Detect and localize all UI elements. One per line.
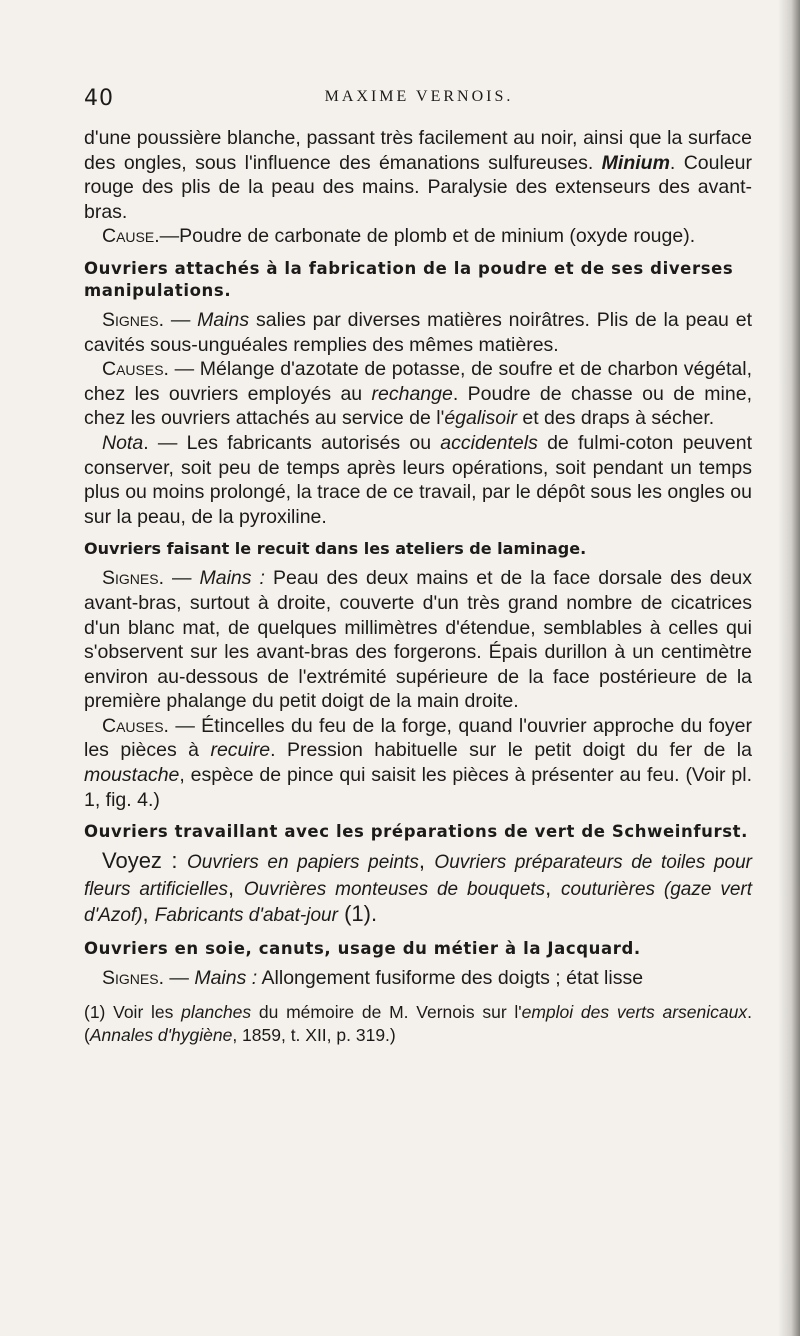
paragraph-cause <box>84 224 752 249</box>
causes2-text-2: . Pression habituelle sur le petit doigt du fer de la <box>270 739 752 762</box>
page-edge-shadow <box>778 0 800 1336</box>
mains-term-2: Mains : <box>199 567 265 590</box>
signes-label-3: Signes <box>102 967 159 990</box>
ref-papiers-peints: Ouvriers en papiers peints <box>186 852 419 874</box>
voyez-label: Voyez : <box>102 848 187 874</box>
cause-text: .—Poudre de carbonate de plomb et de minium (oxyde rouge). <box>154 225 696 248</box>
causes-text-2: . Poudre de chasse ou de mine, chez les ouvriers attachés au service de l' <box>84 382 752 430</box>
nota-text-2: de fulmi-coton peuvent conserver, soit peu de temps après leurs opérations, soit pendant un temps plus ou moins prolongé, la trace de ce travail, par le dépôt sous les ongles ou sur la peau, de la pyroxiline. <box>84 431 752 528</box>
page-number: 40 <box>84 86 114 111</box>
recuire-term: recuire <box>210 739 271 762</box>
section-heading-schweinfurst: Ouvriers travaillant avec les préparations de vert de Schweinfurst. <box>84 822 749 842</box>
causes-label-2: Causes <box>102 714 164 737</box>
page-header <box>84 86 754 116</box>
nota-text-1: . — Les fabricants autorisés ou <box>143 431 441 454</box>
signes-dash: . — <box>158 308 198 331</box>
paragraph-signes-soie <box>84 966 752 991</box>
signes-text-3: Allongement fusiforme des doigts ; état lisse <box>257 967 644 990</box>
signes-text-2: Peau des deux mains et de la face dorsale des deux avant-bras, surtout à droite, couverte d'un très grand nombre de cicatrices d'un blanc mat, de quelques millimètres d'étendue, semblables à celles qui s'observent sur les avant-bras des forgerons. Épais durillon à un centimètre environ au-dessous de l'extrémité supérieure de la face postérieure de la première phalange du petit doigt de la main droite. <box>84 567 752 713</box>
para1-minium-text: . Couleur rouge des plis de la peau des mains. Paralysie des extenseurs des avant-bras. <box>84 151 753 223</box>
section-heading-laminage: Ouvriers faisant le recuit dans les ateliers de laminage. <box>84 539 587 559</box>
section-heading-powder: Ouvriers attachés à la fabrication de la poudre et de ses diverses manipulations. <box>84 258 734 300</box>
moustache-term: moustache <box>84 764 180 787</box>
footnote-text-3: . ( <box>84 1001 753 1045</box>
para1-text: d'une poussière blanche, passant très facilement au noir, ainsi que la surface des ongles, sous l'influence des émanations sulfureuses. <box>84 127 752 174</box>
ref-abat-jour: Fabricants d'abat-jour <box>154 905 338 927</box>
minium-term: Minium <box>601 151 670 174</box>
footnote-emploi: emploi des verts arsenicaux <box>521 1001 748 1022</box>
signes-dash-3: . — <box>158 967 195 990</box>
running-title: MAXIME VERNOIS. <box>324 88 514 105</box>
footnote-planches: planches <box>181 1001 252 1022</box>
footnote-text-4: , 1859, t. XII, p. 319.) <box>232 1024 396 1045</box>
mains-term: Mains <box>197 308 250 331</box>
footnote <box>84 1001 752 1047</box>
paragraph-signes-powder <box>84 308 752 357</box>
section-heading-soie: Ouvriers en soie, canuts, usage du métier à la Jacquard. <box>84 939 641 959</box>
ref-sep-2: , <box>228 874 244 900</box>
rechange-term: rechange <box>371 382 453 405</box>
footnote-text-2: du mémoire de M. Vernois sur l' <box>251 1001 522 1022</box>
footnote-reference: (1). <box>337 901 378 927</box>
accidentels-term: accidentels <box>440 431 538 454</box>
mains-term-3: Mains : <box>194 967 258 990</box>
cause-label: Cause <box>102 225 155 248</box>
causes-text-1: . — Mélange d'azotate de potasse, de soufre et de charbon végétal, chez les ouvriers employés au <box>84 358 752 405</box>
footnote-annales: Annales d'hygiène <box>89 1024 233 1045</box>
paragraph-nota <box>84 431 752 529</box>
paragraph-causes-laminage <box>84 714 752 812</box>
ref-sep-3: , <box>545 874 562 900</box>
causes2-text-3: , espèce de pince qui saisit les pièces à présenter au feu. (Voir pl. 1, fig. 4.) <box>84 764 752 811</box>
paragraph-causes-powder <box>84 357 752 431</box>
ref-sep-1: , <box>418 848 435 874</box>
causes-label: Causes <box>102 358 164 381</box>
signes-label: Signes <box>102 308 159 331</box>
signes-dash-2: . — <box>158 567 200 590</box>
signes-text: salies par diverses matières noirâtres. Plis de la peau et cavités sous-unguéales remplies des mêmes matières. <box>84 308 752 356</box>
body-text <box>84 126 752 1047</box>
paragraph-signes-laminage <box>84 566 752 714</box>
nota-label: Nota <box>102 431 144 454</box>
ref-preparateurs: Ouvriers préparateurs de toiles pour fleurs artificielles <box>84 852 752 900</box>
causes-text-3: et des draps à sécher. <box>516 407 715 430</box>
paragraph-voyez <box>84 849 752 929</box>
causes2-text-1: . — Étincelles du feu de la forge, quand l'ouvrier approche du foyer les pièces à <box>84 714 752 762</box>
egalisoir-term: égalisoir <box>444 407 517 430</box>
paragraph-minium <box>84 126 752 224</box>
signes-label-2: Signes <box>102 567 159 590</box>
footnote-text-1: (1) Voir les <box>84 1001 182 1022</box>
ref-monteuses: Ouvrières monteuses de bouquets <box>243 878 546 900</box>
ref-couturieres: couturières (gaze vert d'Azof) <box>84 878 752 927</box>
ref-sep-4: , <box>142 901 155 927</box>
